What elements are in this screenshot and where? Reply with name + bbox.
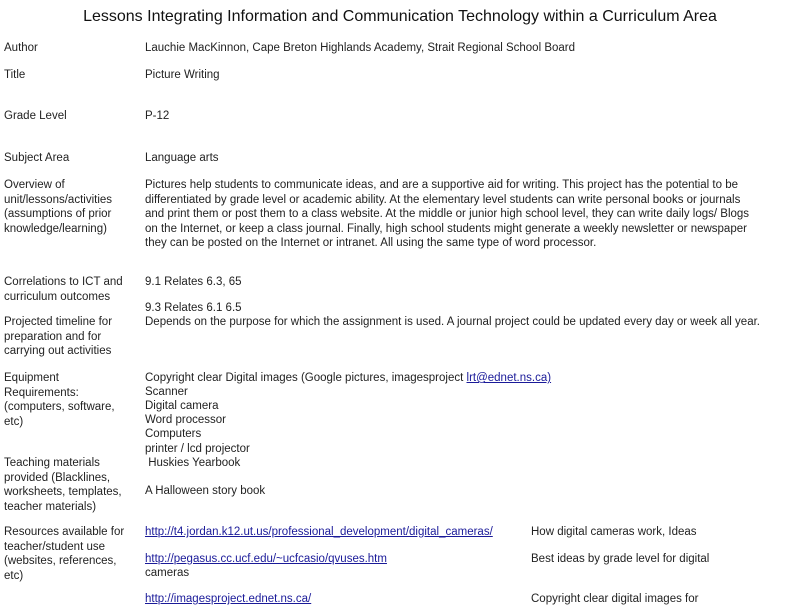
timeline-label: Projected timeline for preparation and for carrying out activities — [4, 316, 113, 357]
resource-link[interactable] — [145, 592, 311, 607]
grade-value: P-12 — [145, 110, 170, 122]
overview-label: Overview of unit/lessons/activities (assumptions of prior knowledge/learning) — [4, 179, 113, 235]
resource-description-continued: cameras — [145, 567, 190, 579]
equipment-item: Word processor — [145, 414, 226, 426]
correlation-line-1: 9.1 Relates 6.3, 65 — [145, 276, 242, 288]
overview-value: Pictures help students to communicate ideas, and are a supportive aid for writing. This project has the potential to be differentiated by grade level or academic ability. At the elementary level students can write personal books or journals and print them or post them to a class website. At the middle or junior high school level, they can write daily logs/ Blogs on the Internet, or keep a class journal. Finally, high school students might generate a weekly newsletter or newspaper they can be posted on the Internet or intranet. All using the same type of word processor. — [145, 179, 750, 249]
resource-link[interactable] — [145, 552, 387, 567]
resource-url[interactable]: http://imagesproject.ednet.ns.ca/ — [145, 593, 312, 605]
subject-label: Subject Area — [4, 152, 70, 164]
correlation-line-2: 9.3 Relates 6.1 6.5 — [145, 302, 242, 314]
equipment-item: Computers — [145, 428, 202, 440]
resources-label: Resources available for teacher/student use (websites, references, etc) — [4, 526, 125, 582]
timeline-value: Depends on the purpose for which the assignment is used. A journal project could be updated every day or week all year. — [145, 316, 760, 328]
author-value: Lauchie MacKinnon, Cape Breton Highlands Academy, Strait Regional School Board — [145, 42, 576, 54]
resource-description: Best ideas by grade level for digital — [531, 553, 710, 565]
resource-url[interactable]: http://pegasus.cc.ucf.edu/~ucfcasio/qvuses.htm — [145, 553, 387, 565]
correlations-label: Correlations to ICT and curriculum outcomes — [4, 276, 123, 303]
grade-label: Grade Level — [4, 110, 67, 122]
lesson-title-value: Picture Writing — [145, 69, 220, 81]
page-title: Lessons Integrating Information and Communication Technology within a Curriculum Area — [83, 8, 717, 25]
subject-value: Language arts — [145, 152, 219, 164]
email-link[interactable]: lrt@ednet.ns.ca) — [466, 372, 552, 384]
equipment-item: Scanner — [145, 386, 188, 398]
resource-url[interactable]: http://t4.jordan.k12.ut.us/professional_development/digital_cameras/ — [145, 526, 493, 538]
equipment-first-line-text: Copyright clear Digital images (Google pictures, imagesproject — [145, 372, 467, 384]
equipment-item: printer / lcd projector — [145, 443, 250, 455]
resource-description: Copyright clear digital images for — [531, 593, 699, 605]
teaching-materials-label: Teaching materials provided (Blacklines, worksheets, templates, teacher materials) — [4, 457, 122, 513]
resource-link[interactable] — [145, 525, 493, 540]
resource-description: How digital cameras work, Ideas — [531, 526, 697, 538]
equipment-label: Equipment Requirements: (computers, software, etc) — [4, 372, 115, 428]
equipment-first-line — [145, 371, 551, 386]
teaching-item: A Halloween story book — [145, 485, 266, 497]
lesson-title-label: Title — [4, 69, 26, 81]
equipment-item: Digital camera — [145, 400, 219, 412]
author-label: Author — [4, 42, 38, 54]
teaching-item: Huskies Yearbook — [145, 457, 241, 469]
